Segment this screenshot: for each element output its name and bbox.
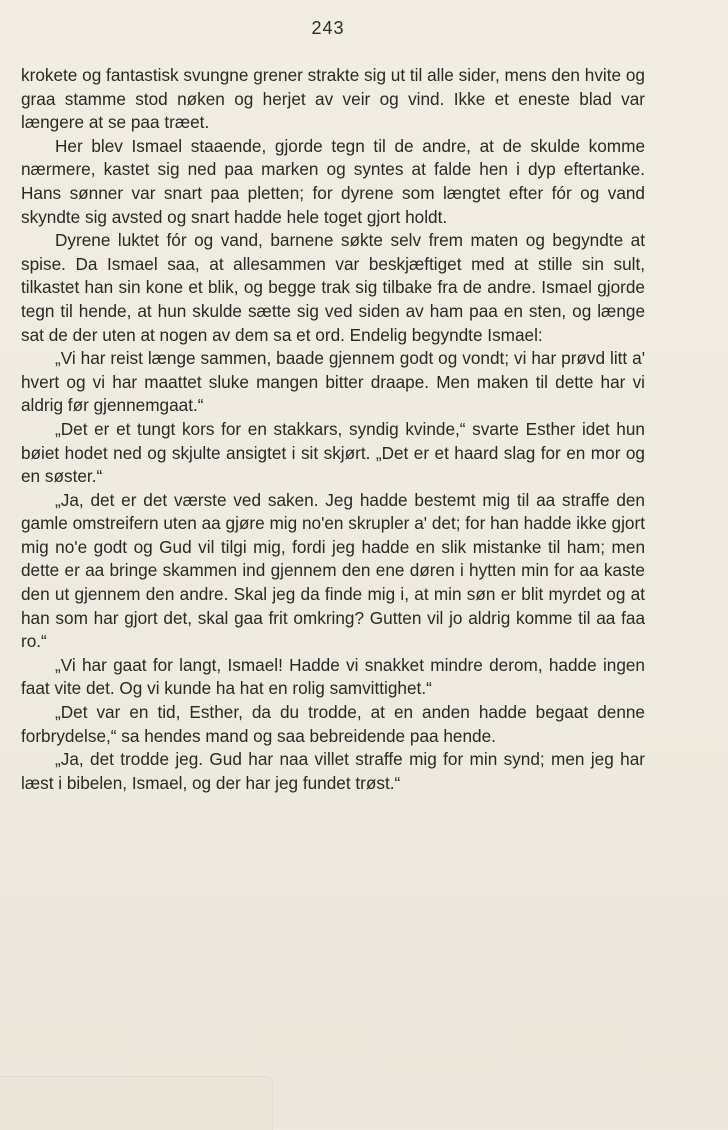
paragraph-7: „Vi har gaat for langt, Ismael! Hadde vi snakket mindre derom, hadde ingen faat vite det. Og vi kunde ha hat en rolig samvittighet.“ [21,654,645,699]
paragraph-2: Her blev Ismael staaende, gjorde tegn til de andre, at de skulde komme nærmere, kastet sig ned paa marken og syntes at falde hen i dyp eftertanke. Hans sønner var snart paa pletten; for dyrene som længtet efter fór og vand skyndte sig avsted og snart hadde hele toget gjort holdt. [21,135,645,227]
page-number: 243 [311,18,345,38]
paragraph-3: Dyrene luktet fór og vand, barnene søkte selv frem maten og begyndte at spise. Da Ismael saa, at allesammen var beskjæftiget med at stille sin sult, tilkastet han sin kone et blik, og begge trak sig tilbake fra de andre. Ismael gjorde tegn til hende, at hun skulde sætte sig ved siden av ham paa en sten, og længe sat de der uten at nogen av dem sa et ord. Endelig begyndte Ismael: [21,230,645,345]
body-text [21,64,645,795]
paragraph-6: „Ja, det er det værste ved saken. Jeg hadde bestemt mig til aa straffe den gamle omstreifern uten aa gjøre mig no'en skrupler a' det; for han hadde ikke gjort mig no'e godt og Gud vil tilgi mig, fordi jeg hadde en slik mistanke til ham; men dette er aa bringe skammen ind gjennem den ene døren i hytten min for aa kaste den ut gjennem den andre. Skal jeg da finde mig i, at min søn er blit myrdet og at han som har gjort det, skal gaa frit omkring? Gutten vil jo aldrig komme til aa faa ro.“ [21,489,645,652]
page-fold-shadow [0,1076,273,1130]
paragraph-1: krokete og fantastisk svungne grener strakte sig ut til alle sider, mens den hvite og graa stamme stod nøken og herjet av veir og vind. Ikke et eneste blad var længere at se paa træet. [21,65,645,133]
paragraph-8: „Det var en tid, Esther, da du trodde, at en anden hadde begaat denne forbrydelse,“ sa hendes mand og saa bebreidende paa hende. [21,702,645,746]
paragraph-4: „Vi har reist længe sammen, baade gjennem godt og vondt; vi har prøvd litt a' hvert og vi har maattet sluke mangen bitter draape. Men maken til dette har vi aldrig før gjennemgaat.“ [21,348,645,416]
paragraph-9: „Ja, det trodde jeg. Gud har naa villet straffe mig for min synd; men jeg har læst i bibelen, Ismael, og der har jeg fundet trøst.“ [21,749,645,793]
paragraph-5: „Det er et tungt kors for en stakkars, syndig kvinde,“ svarte Esther idet hun bøiet hodet ned og skjulte ansigtet i sit skjørt. „Det er et haard slag for en mor og en søster.“ [21,418,645,487]
